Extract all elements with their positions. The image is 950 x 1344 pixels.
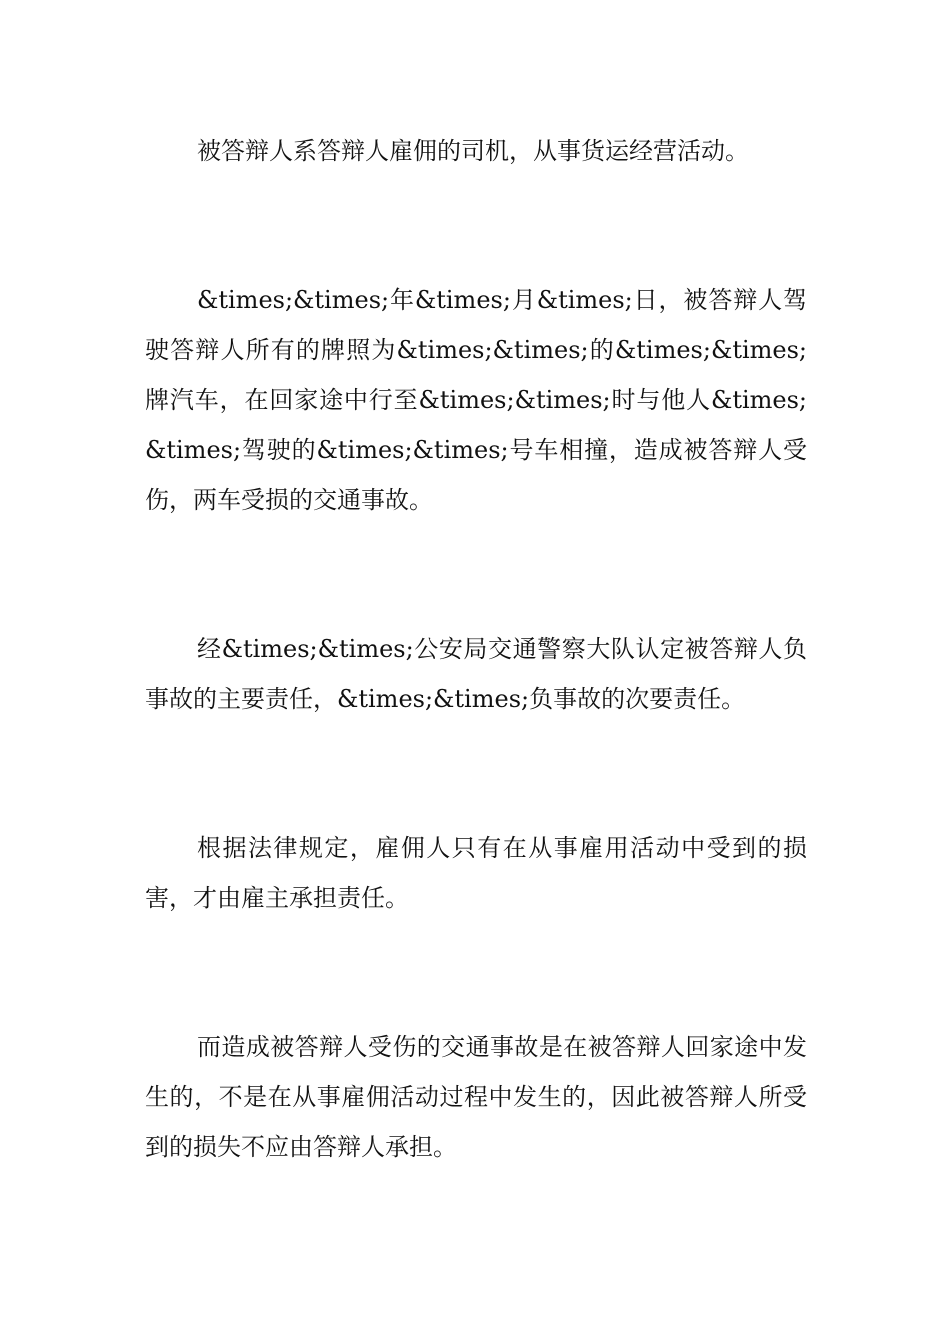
paragraph-legal-rule: 根据法律规定，雇佣人只有在从事雇用活动中受到的损害，才由雇主承担责任。 bbox=[145, 834, 807, 912]
paragraph-accident-details: &times;&times;年&times;月&times;日，被答辩人驾驶答辩人所有的牌照为&times;&times;的&times;&times;牌汽车，在回家途中行至&times;&times;时与他人&times;&times;驾驶的&times;&times;号车相撞，造成被答辩人受伤，两车受损的交通事故。 bbox=[145, 286, 807, 514]
paragraph-police-finding: 经&times;&times;公安局交通警察大队认定被答辩人负事故的主要责任，&times;&times;负事故的次要责任。 bbox=[145, 635, 807, 713]
paragraph-conclusion: 而造成被答辩人受伤的交通事故是在被答辩人回家途中发生的，不是在从事雇佣活动过程中发生的，因此被答辩人所受到的损失不应由答辩人承担。 bbox=[145, 1033, 807, 1161]
paragraph-employment: 被答辩人系答辩人雇佣的司机，从事货运经营活动。 bbox=[197, 137, 749, 165]
